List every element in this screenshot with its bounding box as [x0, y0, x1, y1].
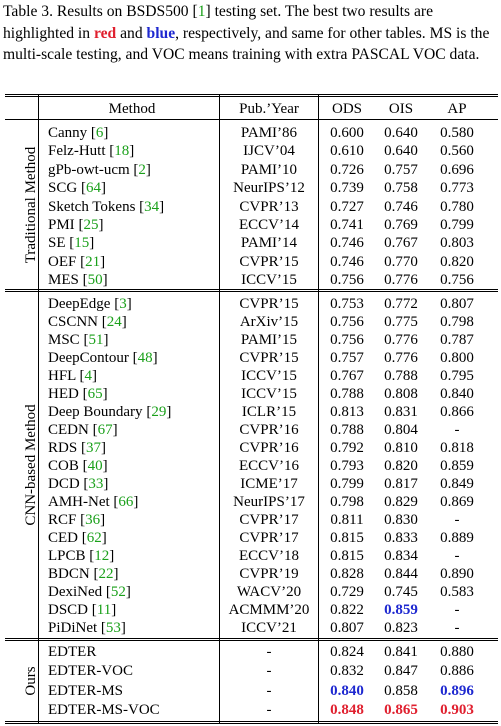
ods-value: 0.828	[330, 566, 364, 582]
pub-year: ECCV’16	[239, 458, 299, 474]
ods-value: 0.746	[330, 253, 364, 270]
pub-year: ECCV’18	[239, 548, 299, 564]
ois-value: 0.858	[384, 682, 418, 699]
citation-link[interactable]: 6	[95, 125, 104, 141]
pub-year: CVPR’16	[239, 422, 299, 438]
method-name: CSCNN [24]	[48, 314, 127, 330]
ap-value: 0.880	[440, 644, 474, 660]
citation-link[interactable]: 29	[151, 404, 167, 420]
table-row	[0, 330, 501, 350]
method-name: PiDiNet [53]	[48, 620, 126, 636]
method-name: COB [40]	[48, 458, 108, 474]
method-name: EDTER-MS-VOC	[48, 702, 160, 719]
table-row	[0, 618, 501, 638]
ap-value: 0.869	[440, 494, 474, 510]
ois-value: 0.844	[384, 566, 418, 582]
ois-value: 0.808	[384, 386, 418, 402]
pub-year: NeurIPS’12	[233, 180, 305, 197]
table-row	[0, 402, 501, 422]
ap-value: 0.780	[440, 198, 474, 215]
table-row	[0, 600, 501, 620]
ap-value: 0.696	[440, 161, 474, 178]
method-name: gPb-owt-ucm [2]	[48, 161, 151, 178]
ois-value: 0.834	[384, 548, 418, 564]
ois-value: 0.823	[384, 620, 418, 636]
ois-value: 0.820	[384, 458, 418, 474]
ods-value: 0.767	[330, 368, 364, 384]
ois-value: 0.810	[384, 440, 418, 456]
ods-value: 0.756	[330, 332, 364, 348]
citation-link[interactable]: 40	[87, 458, 103, 474]
method-name: HFL [4]	[48, 368, 98, 384]
ois-value: 0.859	[384, 602, 418, 618]
method-name: RCF [36]	[48, 512, 106, 528]
ois-value: 0.640	[384, 125, 418, 141]
ois-value: 0.772	[384, 296, 418, 312]
bottom-rule-second	[5, 723, 498, 724]
cnn-rule-second	[5, 640, 498, 641]
table-row	[0, 197, 501, 217]
ap-value: 0.889	[440, 530, 474, 546]
ap-value: 0.799	[440, 217, 474, 233]
ois-value: 0.746	[384, 198, 418, 215]
header-pub-year: Pub.’Year	[239, 101, 299, 117]
ois-value: 0.830	[384, 512, 418, 528]
table-row	[0, 474, 501, 494]
ap-value: 0.866	[440, 404, 474, 420]
ap-value: 0.807	[440, 296, 474, 312]
method-name: LPCB [12]	[48, 548, 115, 564]
method-name: OEF [21]	[48, 253, 106, 270]
method-name: Sketch Tokens [34]	[48, 198, 165, 215]
ap-value: 0.859	[440, 458, 474, 474]
bottom-rule	[5, 721, 498, 722]
ois-value: 0.767	[384, 235, 418, 252]
citation-link[interactable]: 24	[106, 314, 122, 330]
table-row	[0, 160, 501, 180]
pub-year: -	[266, 682, 272, 699]
ods-value: 0.726	[330, 161, 364, 178]
citation-link[interactable]: 22	[98, 566, 114, 582]
citation-link[interactable]: 67	[97, 422, 113, 438]
ois-value: 0.758	[384, 180, 418, 197]
method-name: EDTER	[48, 644, 97, 660]
citation-link[interactable]: 12	[94, 548, 110, 564]
ods-value: 0.727	[330, 198, 364, 215]
ap-value: -	[454, 512, 460, 528]
citation-link[interactable]: 21	[85, 253, 101, 270]
ods-value: 0.832	[330, 663, 364, 680]
table-row	[0, 384, 501, 404]
table-row	[0, 215, 501, 235]
ods-value: 0.600	[330, 125, 364, 141]
pub-year: CVPR’13	[239, 198, 299, 215]
method-name: MSC [51]	[48, 332, 109, 348]
table-row	[0, 233, 501, 253]
pub-year: IJCV’04	[243, 143, 295, 160]
ods-value: 0.840	[330, 682, 364, 699]
ois-value: 0.847	[384, 663, 418, 680]
ods-value: 0.788	[330, 386, 364, 402]
table-header-row	[0, 99, 501, 119]
method-name: SCG [64]	[48, 180, 106, 197]
pub-year: CVPR’15	[239, 350, 299, 366]
citation-link[interactable]: 53	[105, 620, 121, 636]
ois-value: 0.640	[384, 143, 418, 160]
method-name: DeepEdge [3]	[48, 296, 132, 312]
pub-year: -	[266, 663, 272, 680]
citation-link[interactable]: 51	[88, 332, 104, 348]
group-label-ours: Ours	[23, 666, 39, 696]
ap-value: 0.798	[440, 314, 474, 330]
top-rule-second	[5, 96, 498, 97]
ap-value: 0.773	[440, 180, 474, 197]
citation-link[interactable]: 11	[96, 602, 112, 618]
table-row	[0, 348, 501, 368]
citation-link[interactable]: 15	[74, 235, 90, 252]
group-label-traditional: Traditional Method	[23, 146, 39, 264]
method-name: EDTER-MS	[48, 682, 123, 699]
method-name: PMI [25]	[48, 217, 104, 233]
ods-value: 0.756	[330, 272, 364, 289]
method-name: DCD [33]	[48, 476, 109, 492]
method-name: BDCN [22]	[48, 566, 119, 582]
ods-value: 0.792	[330, 440, 364, 456]
ois-value: 0.804	[384, 422, 418, 438]
method-name: EDTER-VOC	[48, 663, 133, 680]
ap-value: 0.903	[440, 702, 474, 719]
ap-value: -	[454, 548, 460, 564]
pub-year: PAMI’10	[240, 161, 298, 178]
table-row	[0, 546, 501, 566]
ap-value: 0.795	[440, 368, 474, 384]
pub-year: -	[266, 644, 272, 660]
header-ois: OIS	[388, 101, 414, 117]
pub-year: ACMMM’20	[228, 602, 310, 618]
citation-link[interactable]: 52	[110, 584, 126, 600]
pub-year: ICME’17	[240, 476, 298, 492]
ap-value: 0.886	[440, 663, 474, 680]
header-ap: AP	[447, 101, 467, 117]
table-row	[0, 438, 501, 458]
ods-value: 0.848	[330, 702, 364, 719]
citation-link[interactable]: 3	[119, 296, 127, 312]
citation-link[interactable]: 64	[85, 180, 101, 197]
method-name: MES [50]	[48, 272, 108, 289]
pub-year: CVPR’16	[239, 440, 299, 456]
ods-value: 0.822	[330, 602, 364, 618]
ods-value: 0.741	[330, 217, 364, 233]
pub-year: WACV’20	[236, 584, 302, 600]
ods-value: 0.756	[330, 314, 364, 330]
ois-value: 0.788	[384, 368, 418, 384]
ods-value: 0.729	[330, 584, 364, 600]
header-rule	[5, 119, 498, 120]
pub-year: ECCV’14	[239, 217, 299, 233]
method-name: DexiNed [52]	[48, 584, 131, 600]
citation-link[interactable]: 50	[87, 272, 103, 289]
table-row	[0, 700, 501, 720]
ods-value: 0.807	[330, 620, 364, 636]
group-label-cnn: CNN-based Method	[23, 404, 39, 526]
ois-value: 0.833	[384, 530, 418, 546]
table-row	[0, 492, 501, 512]
ois-value: 0.745	[384, 584, 418, 600]
ap-value: 0.840	[440, 386, 474, 402]
citation-link[interactable]: 33	[88, 476, 104, 492]
ois-value: 0.776	[384, 272, 418, 289]
ois-value: 0.776	[384, 350, 418, 366]
ods-value: 0.610	[330, 143, 364, 160]
method-name: DSCD [11]	[48, 602, 117, 618]
pub-year: ICLR’15	[241, 404, 297, 420]
pub-year: CVPR’15	[239, 296, 299, 312]
citation-link[interactable]: 4	[84, 368, 93, 384]
ois-value: 0.829	[384, 494, 418, 510]
citation-link[interactable]: 65	[87, 386, 103, 402]
table-row	[0, 123, 501, 143]
ois-value: 0.831	[384, 404, 418, 420]
method-name: CEDN [67]	[48, 422, 118, 438]
table-row	[0, 312, 501, 332]
top-rule	[5, 94, 498, 95]
citation-link[interactable]: 62	[86, 530, 102, 546]
pub-year: PAMI’86	[240, 125, 298, 141]
table-row	[0, 510, 501, 530]
ois-value: 0.770	[384, 253, 418, 270]
table-row	[0, 661, 501, 681]
ods-value: 0.798	[330, 494, 364, 510]
header-method: Method	[108, 101, 156, 117]
ap-value: 0.787	[440, 332, 474, 348]
table-row	[0, 270, 501, 290]
citation-link[interactable]: 25	[83, 217, 99, 233]
pub-year: ICCV’21	[241, 620, 297, 636]
method-name: DeepContour [48]	[48, 350, 158, 366]
ods-value: 0.811	[330, 512, 364, 528]
ois-value: 0.865	[384, 702, 418, 719]
ods-value: 0.824	[330, 644, 364, 660]
pub-year: CVPR’17	[239, 512, 299, 528]
ods-value: 0.739	[330, 180, 364, 197]
pub-year: CVPR’15	[239, 253, 299, 270]
ap-value: 0.803	[440, 235, 474, 252]
ods-value: 0.753	[330, 296, 364, 312]
table-row	[0, 178, 501, 198]
ap-value: -	[454, 620, 460, 636]
citation-link[interactable]: 66	[118, 494, 134, 510]
pub-year: CVPR’17	[239, 530, 299, 546]
ods-value: 0.815	[330, 530, 364, 546]
method-name: RDS [37]	[48, 440, 106, 456]
pub-year: PAMI’14	[240, 235, 298, 252]
pub-year: CVPR’19	[239, 566, 299, 582]
ois-value: 0.776	[384, 332, 418, 348]
ods-value: 0.746	[330, 235, 364, 252]
ois-value: 0.757	[384, 161, 418, 178]
ods-value: 0.813	[330, 404, 364, 420]
method-name: Felz-Hutt [18]	[48, 143, 135, 160]
ods-value: 0.788	[330, 422, 364, 438]
ap-value: 0.890	[440, 566, 474, 582]
caption-red-word: red	[93, 24, 117, 42]
ois-value: 0.841	[384, 644, 418, 660]
ods-value: 0.793	[330, 458, 364, 474]
ods-value: 0.757	[330, 350, 364, 366]
caption-citation[interactable]: 1	[197, 3, 206, 20]
ap-value: 0.820	[440, 253, 474, 270]
ap-value: -	[454, 422, 460, 438]
pub-year: ICCV’15	[241, 386, 297, 402]
table-row	[0, 366, 501, 386]
method-name: AMH-Net [66]	[48, 494, 139, 510]
citation-link[interactable]: 48	[137, 350, 153, 366]
table-row	[0, 294, 501, 314]
citation-link[interactable]: 34	[144, 198, 160, 215]
ois-value: 0.817	[384, 476, 418, 492]
ap-value: -	[454, 602, 460, 618]
pub-year: -	[266, 702, 272, 719]
table-row	[0, 141, 501, 161]
ap-value: 0.896	[440, 682, 474, 699]
method-name: Deep Boundary [29]	[48, 404, 172, 420]
method-name: HED [65]	[48, 386, 108, 402]
citation-link[interactable]: 36	[85, 512, 101, 528]
table-caption: Table 3. Results on BSDS500 [1] testing set. The best two results are highlighted in red and blue, respectively, and same for other tables. MS is the multi-scale testing, and VOC means training with extra PASCAL VOC data.	[3, 3, 490, 63]
method-name: SE [15]	[48, 235, 95, 252]
table-row	[0, 564, 501, 584]
table-row	[0, 420, 501, 440]
ois-value: 0.775	[384, 314, 418, 330]
ods-value: 0.799	[330, 476, 364, 492]
pub-year: ICCV’15	[241, 368, 297, 384]
ap-value: 0.849	[440, 476, 474, 492]
table-row	[0, 681, 501, 701]
ap-value: 0.580	[440, 125, 474, 141]
ois-value: 0.769	[384, 217, 418, 233]
ap-value: 0.583	[440, 584, 474, 600]
table-row	[0, 528, 501, 548]
table-row	[0, 252, 501, 272]
pub-year: ArXiv’15	[239, 314, 299, 330]
citation-link[interactable]: 37	[85, 440, 101, 456]
header-ods: ODS	[331, 101, 362, 117]
table-row	[0, 582, 501, 602]
cnn-rule	[5, 638, 498, 639]
pub-year: ICCV’15	[241, 272, 297, 289]
ods-value: 0.815	[330, 548, 364, 564]
ap-value: 0.756	[440, 272, 474, 289]
pub-year: NeurIPS’17	[233, 494, 305, 510]
ap-value: 0.800	[440, 350, 474, 366]
citation-link[interactable]: 2	[138, 161, 146, 178]
table-row	[0, 456, 501, 476]
table-row	[0, 642, 501, 662]
caption-blue-word: blue	[146, 24, 176, 42]
method-name: Canny [6]	[48, 125, 109, 141]
citation-link[interactable]: 18	[114, 143, 130, 160]
pub-year: PAMI’15	[240, 332, 298, 348]
ap-value: 0.818	[440, 440, 474, 456]
traditional-rule-second	[5, 291, 498, 292]
method-name: CED [62]	[48, 530, 107, 546]
ap-value: 0.560	[440, 143, 474, 160]
